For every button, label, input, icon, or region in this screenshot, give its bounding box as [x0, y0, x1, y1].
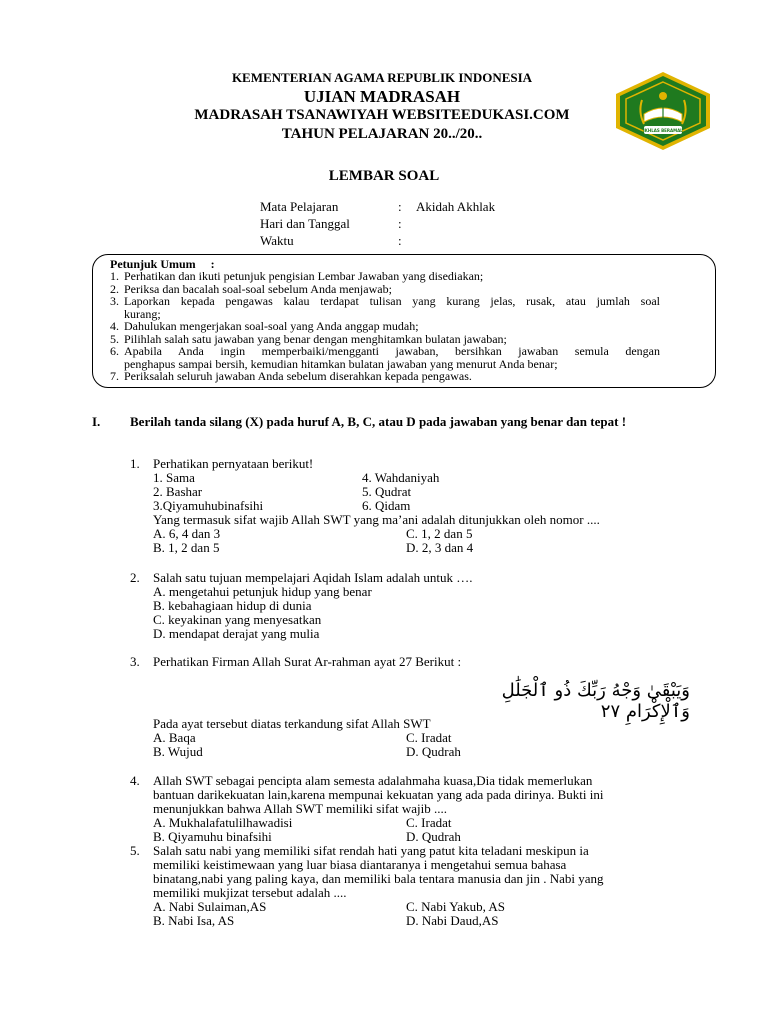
- instructions-list: [110, 270, 660, 383]
- question-prompt: Yang termasuk sifat wajib Allah SWT yang ma’ani adalah ditunjukkan oleh nomor ....: [153, 512, 600, 527]
- answer-options: [130, 731, 690, 759]
- question-3-answers: [130, 717, 690, 759]
- answer-option[interactable]: D. 2, 3 dan 4: [406, 540, 474, 555]
- answer-option[interactable]: A. Mukhalafatulilhawadisi: [153, 815, 293, 830]
- item-number: 2.: [110, 281, 119, 296]
- statement-list: [130, 471, 690, 513]
- question-stem: Salah satu tujuan mempelajari Aqidah Islam adalah untuk ….: [153, 570, 473, 585]
- item-number: 6.: [110, 344, 119, 358]
- meta-row-date: [260, 215, 495, 232]
- question-stem: Allah SWT sebagai pencipta alam semesta adalahmaha kuasa,Dia tidak memerlukan: [153, 773, 593, 788]
- statement: 6. Qidam: [362, 498, 411, 513]
- answer-option[interactable]: B. Wujud: [153, 744, 203, 759]
- item-text: Pilihlah salah satu jawaban yang benar dengan menghitamkan bulatan jawaban;: [124, 331, 507, 346]
- question-number: 1.: [130, 456, 140, 471]
- question-stem-line: binatang,nabi yang paling kaya, dan memiliki bala tentara manusia dan jin . Nabi yang: [153, 871, 604, 886]
- answer-option[interactable]: C. Nabi Yakub, AS: [406, 899, 505, 914]
- list-item: [110, 370, 660, 383]
- list-item: [110, 345, 660, 358]
- answer-option[interactable]: A. Nabi Sulaiman,AS: [153, 899, 267, 914]
- section-heading: [92, 414, 682, 430]
- year-heading: TAHUN PELAJARAN 20../20..: [281, 126, 483, 142]
- answer-option[interactable]: D. mendapat derajat yang mulia: [153, 626, 320, 641]
- answer-option[interactable]: A. 6, 4 dan 3: [153, 526, 221, 541]
- answer-option[interactable]: A. mengetahui petunjuk hidup yang benar: [153, 584, 372, 599]
- statement: 5. Qudrat: [362, 484, 412, 499]
- question-4: [130, 774, 690, 844]
- exam-info: [260, 198, 495, 249]
- answer-option[interactable]: D. Qudrah: [406, 829, 461, 844]
- question-prompt: Pada ayat tersebut diatas terkandung sifat Allah SWT: [153, 716, 431, 731]
- kemenag-logo: [614, 70, 712, 152]
- ministry-heading: KEMENTERIAN AGAMA REPUBLIK INDONESIA: [231, 70, 533, 85]
- meta-colon: :: [398, 199, 402, 214]
- school-heading: MADRASAH TSANAWIYAH WEBSITEEDUKASI.COM: [194, 107, 570, 123]
- question-stem-line: memiliki mukjizat tersebut adalah ....: [153, 885, 347, 900]
- meta-key: Mata Pelajaran: [260, 199, 339, 214]
- question-number: 5.: [130, 843, 140, 858]
- question-number: 4.: [130, 773, 140, 788]
- page-title: LEMBAR SOAL: [328, 168, 440, 184]
- answer-option[interactable]: A. Baqa: [153, 730, 196, 745]
- statement: 2. Bashar: [153, 484, 203, 499]
- item-text: Apabila Anda ingin memperbaiki/mengganti jawaban, bersihkan jawaban semula dengan: [124, 344, 660, 358]
- list-item: [110, 295, 660, 308]
- question-2: [130, 571, 690, 641]
- item-text: Periksalah seluruh jawaban Anda sebelum diserahkan kepada pengawas.: [124, 369, 472, 383]
- question-number: 3.: [130, 654, 140, 669]
- item-text: kurang;: [124, 306, 161, 321]
- meta-colon: :: [398, 233, 402, 248]
- question-3: [130, 655, 690, 669]
- answer-option[interactable]: C. 1, 2 dan 5: [406, 526, 473, 541]
- section-text: Berilah tanda silang (X) pada huruf A, B, C, atau D pada jawaban yang benar dan tepat !: [130, 414, 627, 429]
- list-item: [110, 320, 660, 333]
- item-text: Periksa dan bacalah soal-soal sebelum Anda menjawab;: [124, 281, 392, 296]
- meta-row-time: [260, 232, 495, 249]
- answer-option[interactable]: D. Qudrah: [406, 744, 461, 759]
- question-stem-line: memiliki keistimewaan yang luar biasa diantaranya i mengetahui semua bahasa: [153, 857, 567, 872]
- answer-option[interactable]: B. Nabi Isa, AS: [153, 913, 235, 928]
- statement: 1. Sama: [153, 470, 195, 485]
- question-5: [130, 844, 690, 928]
- answer-option[interactable]: C. Iradat: [406, 815, 452, 830]
- item-number: 3.: [110, 294, 119, 308]
- meta-row-subject: [260, 198, 495, 215]
- statement: 3.Qiyamuhubinafsihi: [153, 498, 264, 513]
- item-number: 5.: [110, 331, 119, 346]
- question-stem-line: bantuan darikekuatan lain,karena mempunai kekuatan yang ada pada dirinya. Bukti ini: [153, 787, 604, 802]
- meta-value: Akidah Akhlak: [416, 199, 496, 214]
- answer-option[interactable]: C. Iradat: [406, 730, 452, 745]
- question-stem: Perhatikan Firman Allah Surat Ar-rahman ayat 27 Berikut :: [153, 654, 462, 669]
- answer-option[interactable]: B. kebahagiaan hidup di dunia: [153, 598, 312, 613]
- question-number: 2.: [130, 570, 140, 585]
- meta-key: Hari dan Tanggal: [260, 216, 350, 231]
- meta-colon: :: [398, 216, 402, 231]
- item-number: 4.: [110, 319, 119, 333]
- meta-key: Waktu: [260, 233, 294, 248]
- question-stem: Salah satu nabi yang memiliki sifat rendah hati yang patut kita teladani meskipun ia: [153, 843, 589, 858]
- item-text: Perhatikan dan ikuti petunjuk pengisian Lembar Jawaban yang disediakan;: [124, 269, 484, 283]
- statement: 4. Wahdaniyah: [362, 470, 440, 485]
- instructions-title: Petunjuk Umum :: [110, 257, 215, 271]
- question-stem-line: menunjukkan bahwa Allah SWT memiliki sifat wajib ....: [153, 801, 448, 816]
- question-stem: Perhatikan pernyataan berikut!: [153, 456, 314, 471]
- answer-option[interactable]: C. keyakinan yang menyesatkan: [153, 612, 322, 627]
- item-text: Dahulukan mengerjakan soal-soal yang Anda anggap mudah;: [124, 319, 419, 333]
- item-number: 7.: [110, 369, 119, 383]
- section-number: I.: [92, 414, 101, 429]
- answer-options: [130, 527, 690, 555]
- item-number: 1.: [110, 269, 119, 283]
- answer-option[interactable]: D. Nabi Daud,AS: [406, 913, 499, 928]
- answer-options: [130, 900, 690, 928]
- answer-option[interactable]: B. 1, 2 dan 5: [153, 540, 220, 555]
- answer-option[interactable]: B. Qiyamuhu binafsihi: [153, 829, 272, 844]
- logo-caption: IKHLAS BERAMAL: [643, 128, 683, 133]
- list-item: [110, 270, 660, 283]
- item-text: penghapus sampai bersih, kemudian hitamkan bulatan jawaban yang menurut Anda benar;: [124, 356, 558, 371]
- item-text: Laporkan kepada pengawas kalau terdapat tulisan yang kurang jelas, rusak, atau jumlah soal: [124, 294, 660, 308]
- question-1: [130, 457, 690, 555]
- exam-heading: UJIAN MADRASAH: [303, 87, 461, 106]
- answer-options: [130, 816, 690, 844]
- quran-verse: وَيَبْقَىٰ وَجْهُ رَبِّكَ ذُو ٱلْجَلَٰلِ وَٱلْإِكْرَامِ ٢٧: [501, 680, 690, 722]
